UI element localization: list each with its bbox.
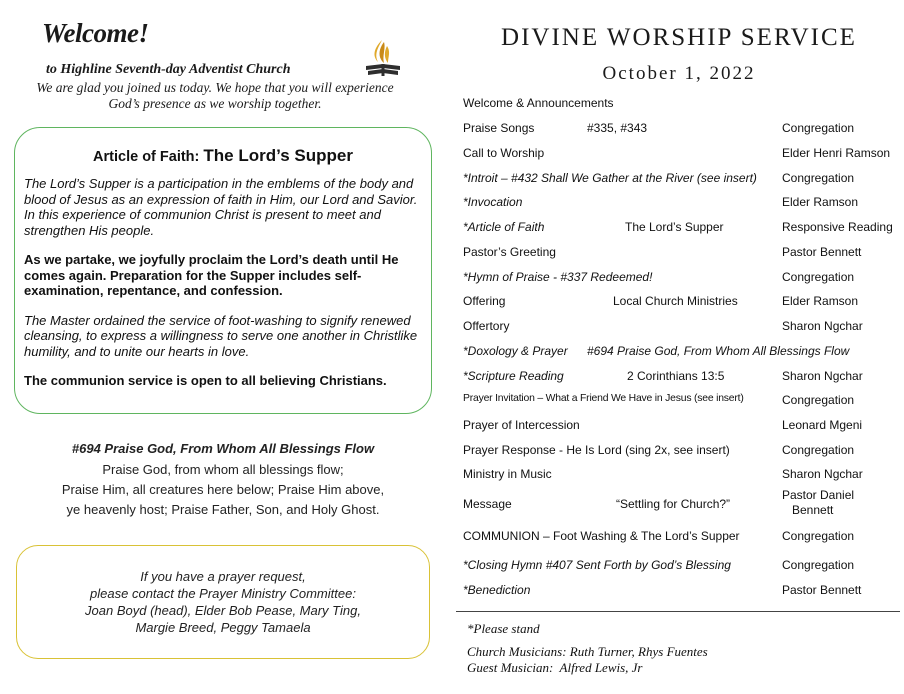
service-item <box>463 96 899 118</box>
service-title: DIVINE WORSHIP SERVICE <box>501 24 857 51</box>
service-item-name: Message <box>463 497 512 511</box>
service-item-name: *Closing Hymn #407 Sent Forth by God’s Blessing <box>463 558 731 572</box>
service-item <box>463 319 899 341</box>
service-item <box>463 121 899 143</box>
service-item-leader: Elder Henri Ramson <box>782 146 891 160</box>
divider <box>456 611 900 612</box>
welcome-message-line: We are glad you joined us today. We hope that you will experience <box>36 80 394 95</box>
prayer-request-box <box>16 545 430 659</box>
service-item <box>463 294 899 316</box>
service-item-name: Welcome & Announcements <box>463 96 614 110</box>
service-item-leader: Pastor Bennett <box>782 245 862 259</box>
service-item-name: Offertory <box>463 319 510 333</box>
service-item <box>463 195 899 217</box>
service-item-name: *Scripture Reading <box>463 369 564 383</box>
faith-paragraph: As we partake, we joyfully proclaim the Lord’s death until He comes again. Preparation for the Supper includes self-examination, repentance, and confession. <box>24 252 399 298</box>
service-item-name: Call to Worship <box>463 146 545 160</box>
service-item-name: *Invocation <box>463 195 523 209</box>
service-item-leader: Congregation <box>782 558 855 572</box>
service-item-leader: Congregation <box>782 171 855 185</box>
service-item-detail: The Lord’s Supper <box>625 220 724 234</box>
prayer-request-line: please contact the Prayer Ministry Committee: <box>90 586 356 601</box>
service-item-leader: Congregation <box>782 393 855 407</box>
service-item-leader-cont: Bennett <box>792 503 834 517</box>
service-item <box>463 146 899 168</box>
welcome-message <box>30 80 400 112</box>
service-item-leader: Congregation <box>782 121 855 135</box>
service-item-name: *Article of Faith <box>463 220 545 234</box>
article-of-faith-topic: The Lord’s Supper <box>203 146 353 165</box>
service-item-name: Prayer Response - He Is Lord (sing 2x, see insert) <box>463 443 730 457</box>
hymn-section <box>14 441 432 520</box>
service-item-name: *Hymn of Praise - #337 Redeemed! <box>463 270 653 284</box>
service-item-name: *Doxology & Prayer <box>463 344 568 358</box>
service-item-leader: Sharon Ngchar <box>782 319 863 333</box>
faith-paragraph: The Lord’s Supper is a participation in the emblems of the body and blood of Jesus as an expression of faith in Him, our Lord and Savior. In this experience of communion Christ is present to meet and strengthen His people. <box>24 176 418 238</box>
prayer-request-line: Margie Breed, Peggy Tamaela <box>135 620 311 635</box>
service-item <box>463 558 899 580</box>
article-of-faith-body <box>24 176 426 403</box>
service-item-name: Ministry in Music <box>463 467 552 481</box>
faith-paragraph: The communion service is open to all believing Christians. <box>24 373 387 388</box>
service-item <box>463 369 899 391</box>
article-of-faith-label: Article of Faith: <box>93 149 200 165</box>
adventist-logo-icon <box>360 38 406 82</box>
please-stand-note: *Please stand <box>467 621 540 636</box>
service-item-name: Prayer Invitation – What a Friend We Have in Jesus (see insert) <box>463 393 744 404</box>
service-item-leader: Congregation <box>782 270 855 284</box>
service-item <box>463 220 899 242</box>
service-item-name: COMMUNION – Foot Washing & The Lord’s Supper <box>463 529 740 543</box>
service-item-leader: Congregation <box>782 443 855 457</box>
service-item-leader: Congregation <box>782 529 855 543</box>
service-item-name: *Introit – #432 Shall We Gather at the River (see insert) <box>463 171 757 185</box>
article-of-faith-box <box>14 127 432 414</box>
service-item-leader: Pastor Daniel <box>782 488 855 502</box>
service-item-leader: Sharon Ngchar <box>782 467 863 481</box>
service-item <box>463 488 899 518</box>
service-item-leader: Elder Ramson <box>782 195 859 209</box>
service-item <box>463 529 899 551</box>
service-item-detail: #335, #343 <box>587 121 648 135</box>
service-item-leader: Elder Ramson <box>782 294 859 308</box>
hymn-line: ye heavenly host; Praise Father, Son, and Holy Ghost. <box>66 502 380 517</box>
service-item <box>463 418 899 440</box>
article-of-faith-heading <box>15 146 431 166</box>
welcome-message-line: God’s presence as we worship together. <box>108 96 322 111</box>
service-item-name: Offering <box>463 294 506 308</box>
service-item-name: *Benediction <box>463 583 531 597</box>
service-item-leader: Responsive Reading <box>782 220 893 234</box>
service-item <box>463 583 899 605</box>
prayer-request-line: If you have a prayer request, <box>140 569 306 584</box>
church-musicians: Church Musicians: Ruth Turner, Rhys Fuentes <box>467 644 708 659</box>
service-item-name: Prayer of Intercession <box>463 418 580 432</box>
service-item-detail: 2 Corinthians 13:5 <box>627 369 725 383</box>
service-item <box>463 443 899 465</box>
faith-paragraph: The Master ordained the service of foot-washing to signify renewed cleansing, to express a willingness to serve one another in Christlike humility, and to unite our hearts in love. <box>24 312 418 359</box>
service-item <box>463 245 899 267</box>
service-item-name: Praise Songs <box>463 121 535 135</box>
service-item-detail: “Settling for Church?” <box>616 497 731 511</box>
service-item <box>463 467 899 489</box>
prayer-request-line: Joan Boyd (head), Elder Bob Pease, Mary Ting, <box>85 603 361 618</box>
service-item-detail: #694 Praise God, From Whom All Blessings Flow <box>587 344 850 358</box>
welcome-title: Welcome! <box>42 18 149 48</box>
service-item <box>463 344 899 366</box>
service-item-leader: Pastor Bennett <box>782 583 862 597</box>
service-date: October 1, 2022 <box>602 63 756 84</box>
service-item <box>463 393 899 415</box>
hymn-line: Praise Him, all creatures here below; Praise Him above, <box>61 482 385 497</box>
service-item <box>463 270 899 292</box>
service-item-detail: Local Church Ministries <box>613 294 738 308</box>
hymn-line: Praise God, from whom all blessings flow; <box>102 462 344 477</box>
service-item <box>463 171 899 193</box>
service-item-leader: Leonard Mgeni <box>782 418 863 432</box>
service-item-name: Pastor’s Greeting <box>463 245 556 259</box>
service-item-leader: Sharon Ngchar <box>782 369 863 383</box>
guest-musician: Guest Musician: Alfred Lewis, Jr <box>467 660 643 675</box>
hymn-title: #694 Praise God, From Whom All Blessings Flow <box>71 441 375 456</box>
church-name: to Highline Seventh-day Adventist Church <box>46 62 291 77</box>
